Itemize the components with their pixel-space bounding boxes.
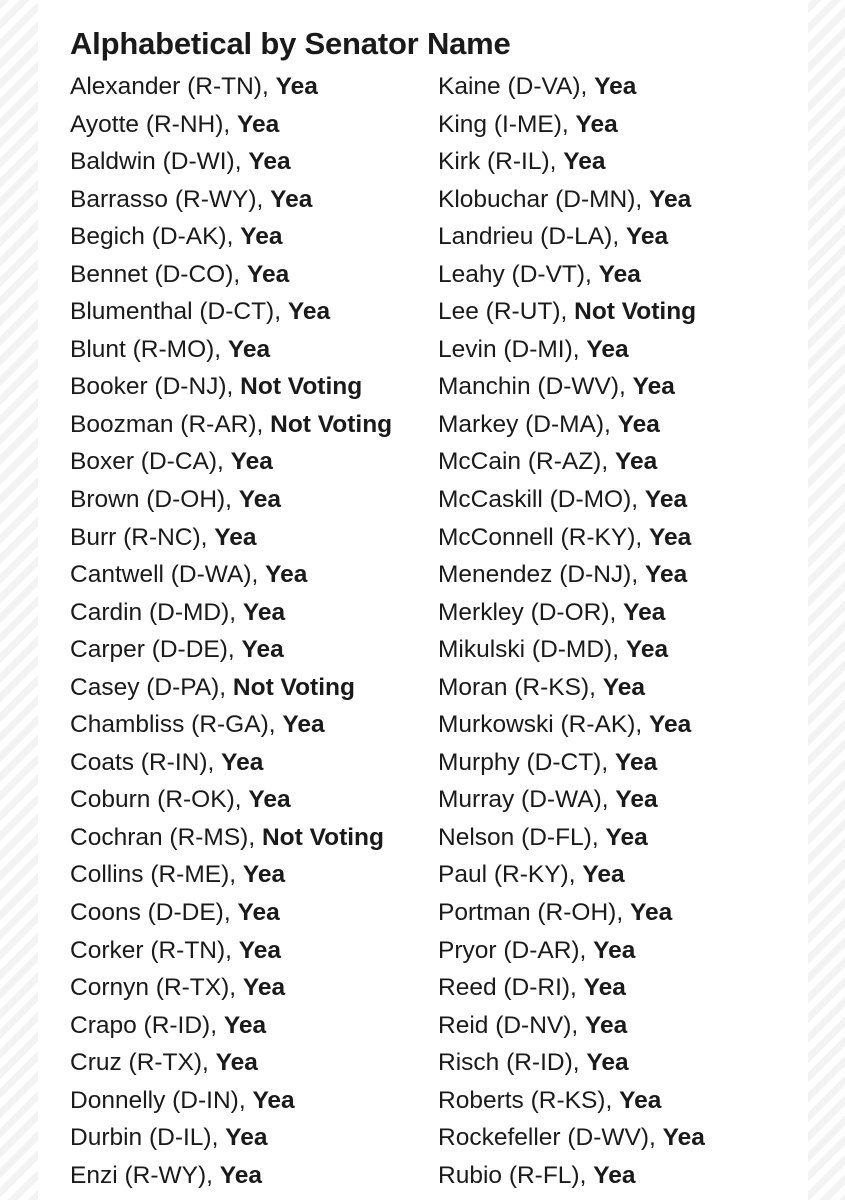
vote-value: Yea (649, 711, 692, 739)
senator-name: Murray (D-WA) (438, 786, 602, 814)
senator-name: Cantwell (D-WA) (70, 561, 252, 589)
senator-name: Rubio (R-FL) (438, 1161, 580, 1189)
senator-name: Crapo (R-ID) (70, 1011, 211, 1039)
senator-vote-row: Leahy (D-VT), Yea (438, 260, 641, 288)
vote-value: Yea (614, 448, 658, 476)
senator-vote-row: Boozman (R-AR), Not Voting (70, 410, 393, 438)
senator-name: McCain (R-AZ) (438, 448, 602, 476)
senator-name: Kaine (D-VA) (438, 73, 581, 100)
senator-vote-row: Blumenthal (D-CT), Yea (70, 298, 331, 326)
senator-vote-row: McConnell (R-KY), Yea (438, 523, 692, 551)
senator-vote-row: Rubio (R-FL), Yea (438, 1161, 636, 1189)
senator-name: Casey (D-PA) (70, 673, 220, 701)
senator-name: King (I-ME) (438, 110, 562, 138)
senator-vote-row: Baldwin (D-WI), Yea (70, 148, 291, 176)
vote-value: Not Voting (240, 373, 363, 401)
senator-name: Blumenthal (D-CT) (70, 298, 275, 326)
vote-value: Yea (649, 185, 692, 213)
senator-vote-row: Coats (R-IN), Yea (70, 748, 264, 776)
senator-vote-row: Kaine (D-VA), Yea (438, 73, 637, 100)
senator-name: Mikulski (D-MD) (438, 636, 613, 664)
senator-name: Nelson (D-FL) (438, 823, 592, 851)
senator-name: Corker (R-TN) (70, 936, 226, 964)
senator-vote-row: Pryor (D-AR), Yea (438, 936, 636, 964)
senator-name: Brown (D-OH) (70, 486, 226, 514)
senator-name: Chambliss (R-GA) (70, 711, 269, 739)
senator-name: Carper (D-DE) (70, 636, 228, 664)
vote-value: Yea (275, 73, 318, 100)
vote-value: Yea (586, 1049, 629, 1077)
senator-vote-row: Roberts (R-KS), Yea (438, 1086, 662, 1114)
senator-vote-row: McCaskill (D-MO), Yea (438, 486, 688, 514)
vote-value: Yea (617, 410, 660, 438)
senator-name: Donnelly (D-IN) (70, 1086, 239, 1114)
senator-name: McCaskill (D-MO) (438, 486, 632, 514)
senator-name: Reed (D-RI) (438, 974, 571, 1002)
vote-value: Yea (563, 148, 606, 176)
senator-name: Collins (R-ME) (70, 861, 230, 889)
vote-value: Yea (602, 673, 645, 701)
senator-vote-row: Murray (D-WA), Yea (438, 786, 658, 814)
senator-name: Ayotte (R-NH) (70, 110, 224, 138)
senator-vote-row: Portman (R-OH), Yea (438, 899, 673, 927)
senator-vote-row: Merkley (D-OR), Yea (438, 598, 666, 626)
senator-vote-row: Cantwell (D-WA), Yea (70, 561, 308, 589)
left-column (70, 68, 392, 1194)
vote-value: Yea (594, 73, 637, 100)
senator-vote-row: Cardin (D-MD), Yea (70, 598, 286, 626)
vote-value: Yea (605, 823, 648, 851)
vote-value: Yea (593, 936, 636, 964)
senator-vote-row: Kirk (R-IL), Yea (438, 148, 606, 176)
vote-value: Yea (629, 899, 673, 927)
senator-vote-row: Donnelly (D-IN), Yea (70, 1086, 295, 1114)
senator-name: Bennet (D-CO) (70, 260, 234, 288)
vote-value: Yea (241, 636, 284, 664)
vote-value: Yea (247, 260, 290, 288)
senator-name: Reid (D-NV) (438, 1011, 572, 1039)
vote-value: Yea (644, 561, 688, 589)
senator-name: Kirk (R-IL) (438, 148, 550, 176)
vote-value: Yea (287, 298, 331, 326)
senator-vote-row: Blunt (R-MO), Yea (70, 335, 271, 363)
senator-vote-row: McCain (R-AZ), Yea (438, 448, 658, 476)
vote-value: Yea (238, 486, 282, 514)
senator-vote-row: Murphy (D-CT), Yea (438, 748, 658, 776)
vote-value: Yea (615, 786, 658, 814)
senator-vote-row: Landrieu (D-LA), Yea (438, 223, 669, 251)
senator-vote-row: King (I-ME), Yea (438, 110, 618, 138)
senator-vote-row: Rockefeller (D-WV), Yea (438, 1124, 705, 1152)
senator-vote-row: Reid (D-NV), Yea (438, 1011, 628, 1039)
vote-value: Yea (644, 486, 688, 514)
senator-vote-row: Burr (R-NC), Yea (70, 523, 257, 551)
senator-name: Rockefeller (D-WV) (438, 1124, 649, 1152)
senator-name: Roberts (R-KS) (438, 1086, 606, 1114)
senator-vote-row: Brown (D-OH), Yea (70, 486, 282, 514)
senator-vote-row: Lee (R-UT), Not Voting (438, 298, 697, 326)
senator-vote-row: Manchin (D-WV), Yea (438, 373, 675, 401)
vote-value: Yea (248, 148, 291, 176)
senator-vote-row: Ayotte (R-NH), Yea (70, 110, 280, 138)
senator-name: Paul (R-KY) (438, 861, 569, 889)
senator-vote-row: Nelson (D-FL), Yea (438, 823, 648, 851)
senator-name: Murkowski (R-AK) (438, 711, 636, 739)
senator-vote-row: Chambliss (R-GA), Yea (70, 711, 325, 739)
vote-value: Yea (575, 110, 618, 138)
senator-name: Cornyn (R-TX) (70, 974, 230, 1002)
vote-list-card (38, 0, 808, 1200)
senator-vote-row: Crapo (R-ID), Yea (70, 1011, 267, 1039)
vote-value: Yea (265, 561, 308, 589)
senator-name: Murphy (D-CT) (438, 748, 602, 776)
senator-name: Enzi (R-WY) (70, 1161, 207, 1189)
senator-vote-row: Carper (D-DE), Yea (70, 636, 284, 664)
senator-vote-row: Paul (R-KY), Yea (438, 861, 625, 889)
vote-value: Yea (662, 1124, 705, 1152)
vote-value: Yea (227, 335, 271, 363)
vote-value: Yea (221, 748, 264, 776)
senator-name: Coons (D-DE) (70, 899, 224, 927)
senator-name: Durbin (D-IL) (70, 1124, 212, 1152)
vote-value: Yea (242, 598, 286, 626)
senator-vote-row: Booker (D-NJ), Not Voting (70, 373, 363, 401)
vote-value: Yea (282, 711, 325, 739)
vote-value: Yea (619, 1086, 662, 1114)
senator-name: Menendez (D-NJ) (438, 561, 632, 589)
vote-value: Yea (598, 260, 641, 288)
senator-name: Pryor (D-AR) (438, 936, 580, 964)
senator-vote-row: Bennet (D-CO), Yea (70, 260, 290, 288)
vote-value: Not Voting (232, 673, 355, 701)
senator-vote-row: Boxer (D-CA), Yea (70, 448, 273, 476)
senator-name: Levin (D-MI) (438, 335, 573, 363)
senator-name: Manchin (D-WV) (438, 373, 620, 401)
vote-value: Yea (623, 598, 666, 626)
vote-value: Yea (223, 1011, 267, 1039)
vote-value: Yea (242, 861, 286, 889)
senator-vote-row: Moran (R-KS), Yea (438, 673, 645, 701)
senator-name: Landrieu (D-LA) (438, 223, 613, 251)
senator-vote-row: Murkowski (R-AK), Yea (438, 711, 692, 739)
vote-value: Yea (614, 748, 658, 776)
senator-name: Barrasso (R-WY) (70, 185, 257, 213)
vote-value: Yea (219, 1161, 262, 1189)
vote-value: Yea (625, 223, 669, 251)
senator-vote-row: Risch (R-ID), Yea (438, 1049, 629, 1077)
vote-value: Yea (593, 1161, 636, 1189)
senator-name: Cardin (D-MD) (70, 598, 230, 626)
vote-value: Not Voting (270, 410, 393, 438)
senator-name: Baldwin (D-WI) (70, 148, 235, 176)
vote-value: Yea (649, 523, 692, 551)
senator-name: Portman (R-OH) (438, 899, 617, 927)
senator-vote-row: Coons (D-DE), Yea (70, 899, 280, 927)
senator-vote-row: Barrasso (R-WY), Yea (70, 185, 313, 213)
senator-name: Moran (R-KS) (438, 673, 590, 701)
vote-value: Yea (585, 1011, 628, 1039)
vote-value: Yea (225, 1124, 268, 1152)
vote-value: Yea (214, 523, 257, 551)
senator-name: Boozman (R-AR) (70, 410, 257, 438)
senator-name: Boxer (D-CA) (70, 448, 218, 476)
senator-vote-row: Reed (D-RI), Yea (438, 974, 626, 1002)
senator-name: McConnell (R-KY) (438, 523, 636, 551)
senator-name: Markey (D-MA) (438, 410, 605, 438)
senator-vote-row: Cruz (R-TX), Yea (70, 1049, 258, 1077)
senator-vote-row: Corker (R-TN), Yea (70, 936, 282, 964)
vote-value: Yea (237, 899, 280, 927)
vote-value: Yea (583, 974, 626, 1002)
vote-value: Yea (240, 223, 283, 251)
senator-vote-row: Mikulski (D-MD), Yea (438, 636, 669, 664)
vote-value: Yea (632, 373, 675, 401)
senator-vote-row: Menendez (D-NJ), Yea (438, 561, 688, 589)
senator-vote-row: Coburn (R-OK), Yea (70, 786, 291, 814)
vote-value: Not Voting (574, 298, 697, 326)
vote-value: Yea (215, 1049, 258, 1077)
vote-value: Yea (230, 448, 273, 476)
page-title: Alphabetical by Senator Name (70, 26, 511, 61)
senator-vote-row: Collins (R-ME), Yea (70, 861, 286, 889)
senator-name: Lee (R-UT) (438, 298, 561, 326)
senator-vote-row: Cochran (R-MS), Not Voting (70, 823, 384, 851)
senator-vote-row: Durbin (D-IL), Yea (70, 1124, 268, 1152)
senator-name: Blunt (R-MO) (70, 335, 215, 363)
vote-value: Not Voting (261, 823, 384, 851)
senator-vote-row: Cornyn (R-TX), Yea (70, 974, 286, 1002)
senator-vote-row: Casey (D-PA), Not Voting (70, 673, 355, 701)
senator-name: Risch (R-ID) (438, 1049, 573, 1077)
senator-name: Begich (D-AK) (70, 223, 227, 251)
senator-vote-row: Begich (D-AK), Yea (70, 223, 283, 251)
senator-vote-row: Markey (D-MA), Yea (438, 410, 660, 438)
senator-name: Coats (R-IN) (70, 748, 208, 776)
senator-name: Leahy (D-VT) (438, 260, 586, 288)
vote-value: Yea (242, 974, 286, 1002)
vote-value: Yea (270, 185, 313, 213)
vote-value: Yea (238, 936, 282, 964)
senator-name: Burr (R-NC) (70, 523, 201, 551)
senator-name: Alexander (R-TN) (70, 73, 262, 100)
senator-name: Cochran (R-MS) (70, 823, 249, 851)
senator-name: Merkley (D-OR) (438, 598, 610, 626)
senator-vote-row: Klobuchar (D-MN), Yea (438, 185, 692, 213)
senator-vote-row: Enzi (R-WY), Yea (70, 1161, 262, 1189)
senator-name: Klobuchar (D-MN) (438, 185, 636, 213)
senator-vote-row: Levin (D-MI), Yea (438, 335, 629, 363)
senator-name: Cruz (R-TX) (70, 1049, 203, 1077)
right-column (438, 68, 705, 1194)
senator-name: Coburn (R-OK) (70, 786, 235, 814)
vote-value: Yea (252, 1086, 295, 1114)
vote-value: Yea (237, 110, 280, 138)
senator-name: Booker (D-NJ) (70, 373, 227, 401)
vote-value: Yea (586, 335, 629, 363)
senator-vote-row: Alexander (R-TN), Yea (70, 73, 318, 100)
vote-value: Yea (248, 786, 291, 814)
vote-value: Yea (582, 861, 625, 889)
vote-value: Yea (625, 636, 669, 664)
